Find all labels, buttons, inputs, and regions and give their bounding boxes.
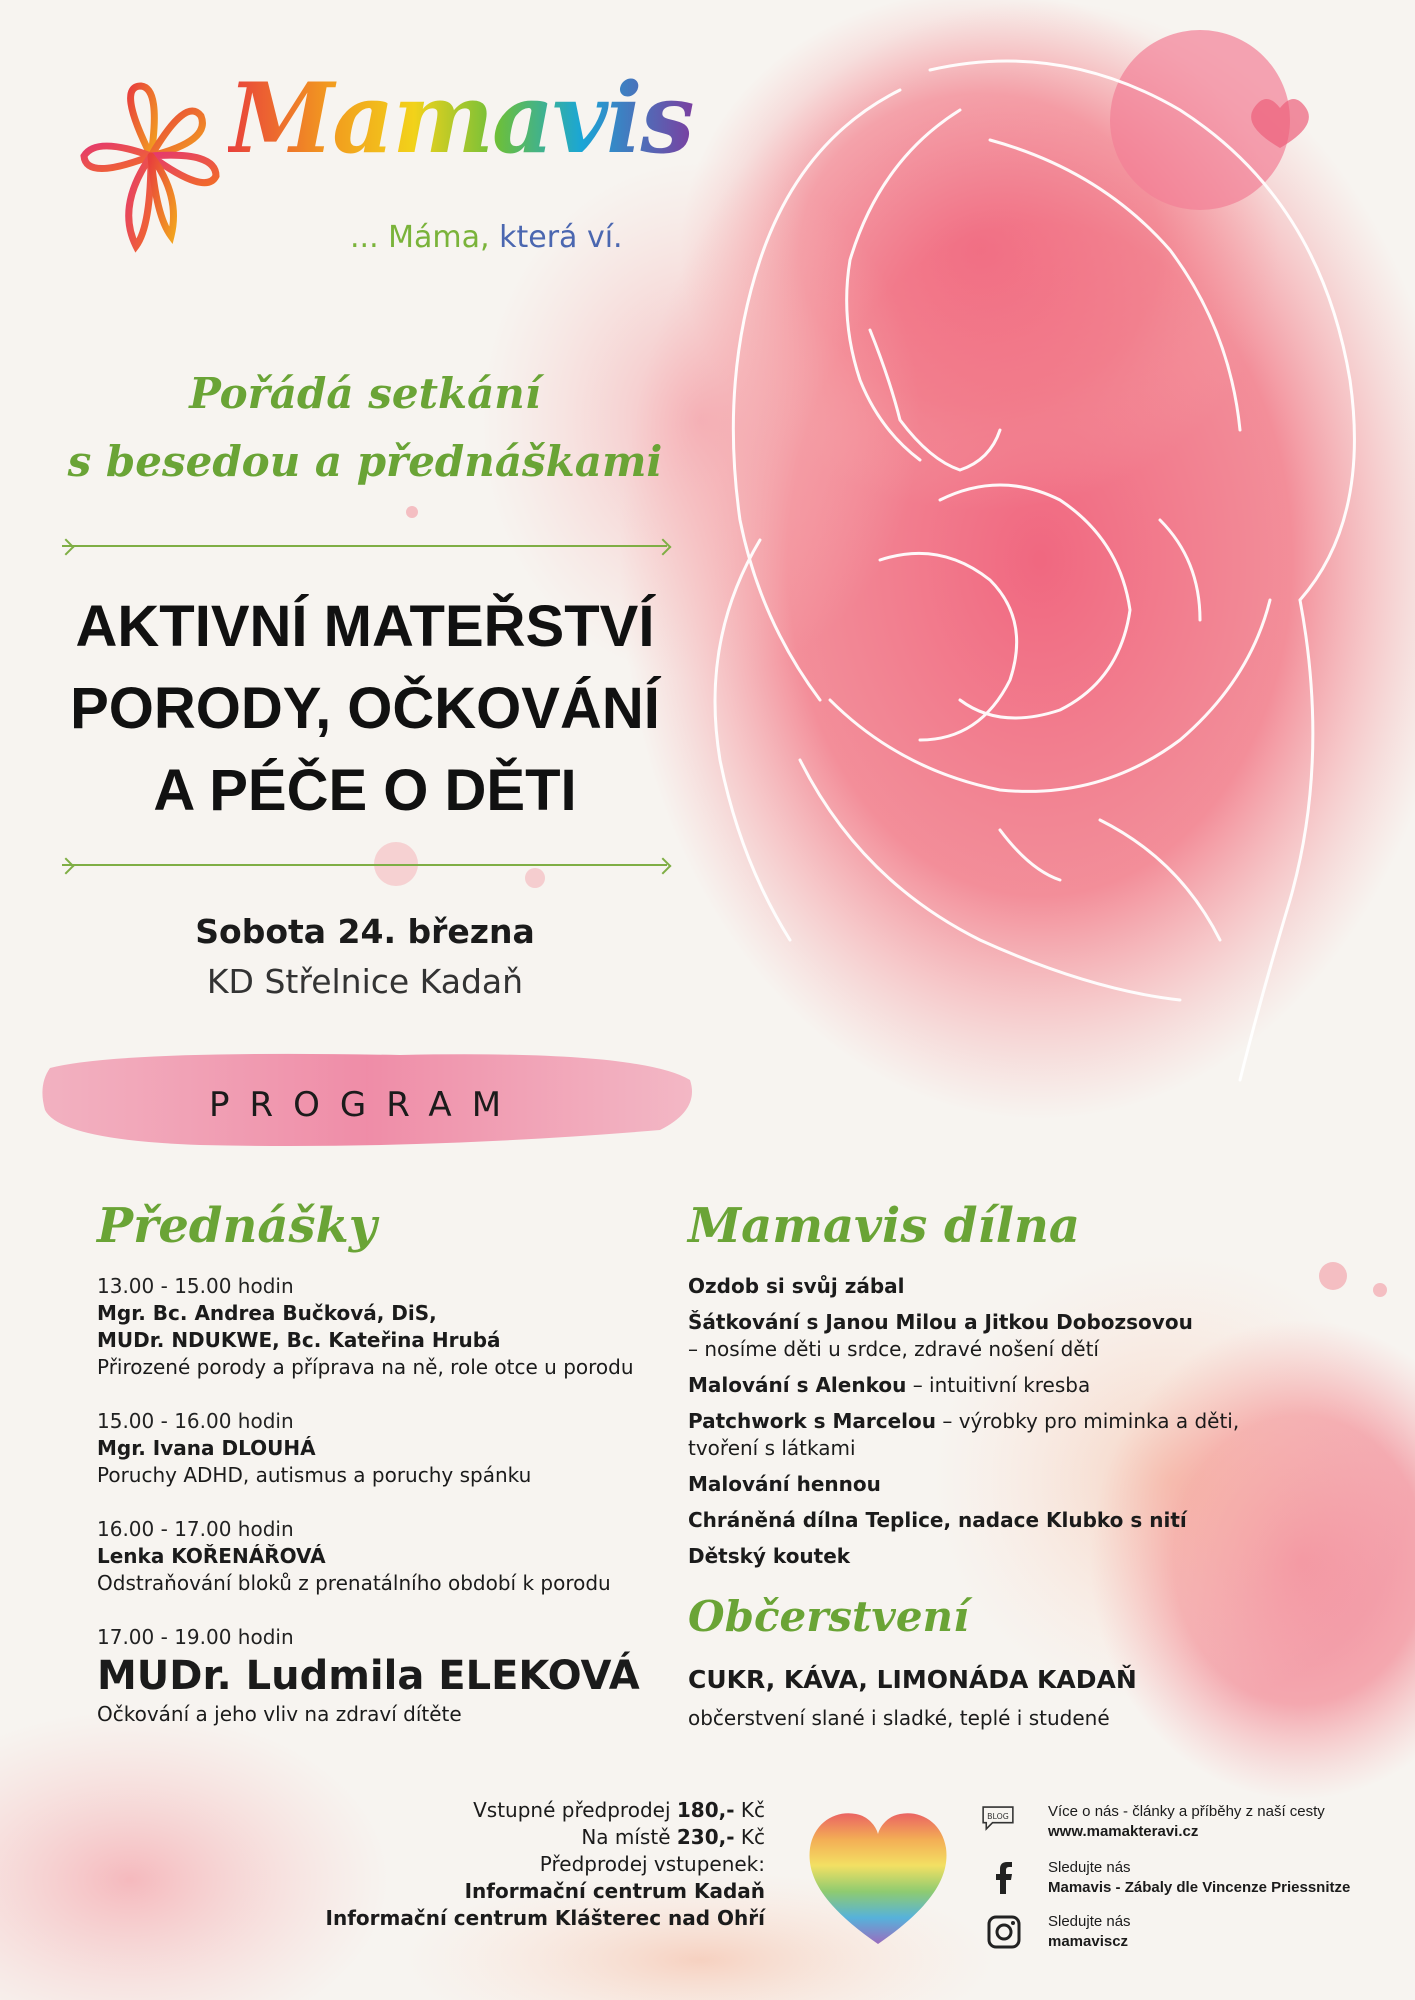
- workshop-list: [688, 1273, 1288, 1579]
- instagram-icon: [986, 1914, 1022, 1950]
- workshop-item: [688, 1507, 1288, 1534]
- intro-text: [60, 360, 670, 496]
- refreshments-desc: občerstvení slané i sladké, teplé i studené: [688, 1706, 1110, 1730]
- tagline-green: ... Máma,: [350, 220, 490, 255]
- workshop-item-name: Chráněná dílna Teplice, nadace Klubko s nití: [688, 1508, 1187, 1532]
- program-heading: PROGRAM: [208, 1085, 522, 1125]
- facebook-line-1: Sledujte nás: [1048, 1859, 1131, 1876]
- lecture-speaker: Lenka KOŘENÁŘOVÁ: [97, 1544, 326, 1568]
- lecture-time: 17.00 - 19.00 hodin: [97, 1625, 294, 1649]
- blog-icon-text: BLOG: [987, 1811, 1009, 1821]
- lecture-item: [97, 1408, 657, 1489]
- blog-text: [1048, 1802, 1378, 1842]
- workshop-item: [688, 1543, 1288, 1570]
- workshop-title: Mamavis dílna: [688, 1198, 1081, 1254]
- blog-bubble-icon: [980, 1800, 1016, 1836]
- price-presale-label: Vstupné předprodej: [473, 1798, 671, 1822]
- brand-tagline: [350, 220, 623, 255]
- lecture-topic: Poruchy ADHD, autismus a poruchy spánku: [97, 1463, 532, 1487]
- refreshments-vendor: CUKR, KÁVA, LIMONÁDA KADAŇ: [688, 1665, 1137, 1694]
- lecture-speaker-featured: MUDr. Ludmila ELEKOVÁ: [97, 1653, 640, 1699]
- currency: Kč: [740, 1825, 765, 1849]
- facebook-page-name: Mamavis - Zábaly dle Vincenze Priessnitze: [1048, 1879, 1351, 1896]
- event-headline: [40, 586, 690, 832]
- intro-line-2: s besedou a přednáškami: [67, 437, 663, 486]
- price-onsite-value: 230,-: [676, 1825, 735, 1849]
- workshop-item-name: Šátkování s Janou Milou a Jitkou Dobozsovou: [688, 1310, 1193, 1334]
- headline-line-1: AKTIVNÍ MATEŘSTVÍ: [75, 594, 655, 659]
- instagram-line-1: Sledujte nás: [1048, 1913, 1131, 1930]
- workshop-item-name: Dětský koutek: [688, 1544, 851, 1568]
- workshop-item-name: Malování hennou: [688, 1472, 881, 1496]
- headline-line-2: PORODY, OČKOVÁNÍ: [70, 676, 660, 741]
- event-place: KD Střelnice Kadaň: [206, 962, 524, 1001]
- workshop-item-name: Ozdob si svůj zábal: [688, 1274, 905, 1298]
- ticket-info: [300, 1797, 765, 1932]
- facebook-text: [1048, 1858, 1378, 1898]
- intro-line-1: Pořádá setkání: [189, 369, 541, 418]
- lecture-item: [97, 1516, 657, 1597]
- divider-top: [62, 545, 667, 547]
- brand-wordmark: Mamavis: [228, 62, 693, 175]
- lecture-time: 15.00 - 16.00 hodin: [97, 1409, 294, 1433]
- lecture-speaker: Mgr. Bc. Andrea Bučková, DiS,: [97, 1301, 437, 1325]
- lecture-time: 13.00 - 15.00 hodin: [97, 1274, 294, 1298]
- lecture-item: [97, 1273, 657, 1381]
- blog-url: www.mamakteravi.cz: [1048, 1823, 1199, 1840]
- lecture-speaker: MUDr. NDUKWE, Bc. Kateřina Hrubá: [97, 1328, 501, 1352]
- lecture-topic: Přirozené porody a příprava na ně, role otce u porodu: [97, 1355, 634, 1379]
- workshop-item-name: Patchwork s Marcelou: [688, 1409, 936, 1433]
- lecture-speaker: Mgr. Ivana DLOUHÁ: [97, 1436, 316, 1460]
- tagline-blue: která ví.: [499, 220, 623, 255]
- workshop-item-desc: – výrobky pro miminka a děti, tvoření s látkami: [688, 1409, 1240, 1460]
- workshop-item: [688, 1408, 1288, 1462]
- lecture-time: 16.00 - 17.00 hodin: [97, 1517, 294, 1541]
- instagram-handle: mamaviscz: [1048, 1933, 1129, 1950]
- workshop-item: [688, 1471, 1288, 1498]
- lecture-topic: Odstraňování bloků z prenatálního období k porodu: [97, 1571, 611, 1595]
- price-onsite-row: [300, 1824, 765, 1851]
- workshop-item-name: Malování s Alenkou: [688, 1373, 907, 1397]
- presale-point: Informační centrum Kadaň: [464, 1879, 765, 1903]
- lectures-title: Přednášky: [97, 1198, 377, 1254]
- workshop-item: [688, 1273, 1288, 1300]
- facebook-icon: [986, 1860, 1022, 1896]
- lecture-topic: Očkování a jeho vliv na zdraví dítěte: [97, 1702, 462, 1726]
- price-onsite-label: Na místě: [581, 1825, 671, 1849]
- workshop-item: [688, 1309, 1288, 1363]
- butterfly-logo-icon: [76, 76, 226, 256]
- presale-points-label: Předprodej vstupenek:: [539, 1852, 765, 1876]
- price-presale-value: 180,-: [676, 1798, 735, 1822]
- workshop-item-desc: – nosíme děti u srdce, zdravé nošení dětí: [688, 1337, 1099, 1361]
- refreshments-title: Občerstvení: [688, 1592, 970, 1641]
- currency: Kč: [740, 1798, 765, 1822]
- rainbow-heart-icon: [806, 1808, 950, 1948]
- headline-line-3: A PÉČE O DĚTI: [153, 758, 577, 823]
- lecture-item: [97, 1624, 657, 1728]
- divider-bottom: [62, 864, 667, 866]
- event-date: Sobota 24. března: [195, 912, 535, 951]
- presale-point: Informační centrum Klášterec nad Ohří: [325, 1906, 765, 1930]
- instagram-text: [1048, 1912, 1378, 1952]
- blog-line-1: Více o nás - články a příběhy z naší cesty: [1048, 1803, 1325, 1820]
- workshop-item-desc: – intuitivní kresba: [906, 1373, 1091, 1397]
- workshop-item: [688, 1372, 1288, 1399]
- price-presale-row: [300, 1797, 765, 1824]
